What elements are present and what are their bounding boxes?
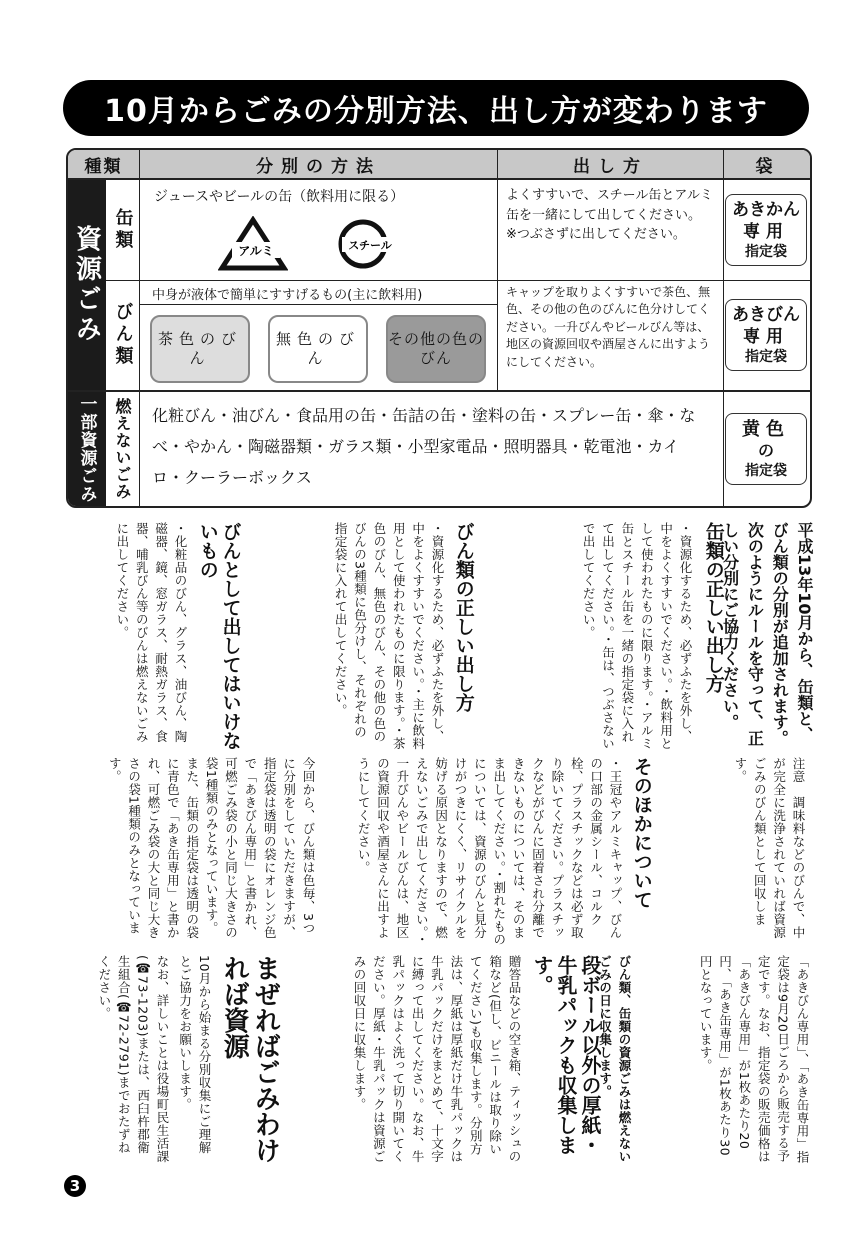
resource-waste-label: 資源ごみ <box>68 180 106 390</box>
nonburnable-bag-line1: 黄色 <box>742 418 790 440</box>
clear-bottle-box: 無色のびん <box>268 315 368 383</box>
nonburnable-label: 燃えないごみ <box>106 390 140 508</box>
cans-heading: 缶類の正しい出し方 <box>702 522 725 693</box>
not-bottles-heading: びんとして出してはいけないもの <box>196 522 242 750</box>
sale-paragraph: 「あきびん専用」、「あき缶専用」指定袋は9月20日ごろから販売する予定です。なお、指定袋の販売価格は「あきびん専用」が1枚あたり20円、「あき缶専用」が1枚あたり30円となっています。 <box>698 955 810 1164</box>
aluminum-recycle-icon <box>218 216 288 272</box>
collection-day-text: びん類、缶類の資源ごみは燃えないごみの日に収集します。 <box>597 955 632 1163</box>
bags-paragraph: 今回から、びん類は色毎、3つに分別をしていただきますが、指定袋は透明の袋にオレンジ色で「あきびん専用」と書かれ、可燃ごみ袋の小と同じ大きさの袋1種類のみとなっています。また、缶類の指定袋は透明の袋に青色で「あき缶専用」と書かれ、可燃ごみ袋の大と同じ大きさの袋1種類のみとなっています。 <box>107 757 316 939</box>
bottles-bag-line3: 指定袋 <box>745 349 787 365</box>
cans-bag-cell <box>722 180 810 280</box>
steel-recycle-icon <box>330 216 400 272</box>
sorting-table <box>66 148 812 508</box>
not-bottles-paragraph: ・化粧品のびん、グラス、油びん、陶磁器、鏡、窓ガラス、耐熱ガラス、食器、哺乳びん等のびんは燃えないごみに出してください。 <box>114 522 188 743</box>
header-how: 出し方 <box>498 150 724 180</box>
bottles-method-cell <box>140 280 498 390</box>
bottles-how-text: キャップを取りよくすすいで茶色、無色、その他の色のびんに色分けしてください。一升びんやビールびん等は、地区の資源回収や酒屋さんに出すようにしてください。 <box>506 285 711 369</box>
cans-method-cell <box>140 180 498 280</box>
cans-bag-line3: 指定袋 <box>745 244 787 260</box>
other-color-bottle-box: その他の色のびん <box>386 315 486 383</box>
bottles-method-text: 中身が液体で簡単にすすげるもの(主に飲料用) <box>152 288 423 303</box>
cans-paragraph: ・資源化するため、必ずふたを外し、中をよくすすいでください。・飲料用として使われたものに限ります。・アルミ缶とスチール缶を一緒の指定袋に入れて出してください。・缶は、つぶさないで出してください。 <box>581 522 693 750</box>
bottles-paragraph: ・資源化するため、必ずふたを外し、中をよくすすいでください。・主に飲料用として使われたものに限ります。・茶色のびん、無色のびん、その他の色のびんの3種類に色分けし、それぞれの指定袋に入れて出してください。 <box>333 522 445 750</box>
note-continuation: 注意 調味料などのびんで、中が完全に洗浄されていれば資源ごみのびん類として回収します。 <box>732 757 806 939</box>
intro-text: 平成13年10月から、缶類と、びん類の分別が追加されます。次のようにルールを守って、正しい分別にご協力ください。 <box>720 522 814 746</box>
cardboard-heading: 段ボール以外の厚紙・牛乳パックも収集します。 <box>530 955 602 1155</box>
nonburnable-bag-line3: 指定袋 <box>745 463 787 479</box>
cans-bag-line2: 専用 <box>743 221 789 242</box>
bottles-bag-line1: あきびん <box>732 304 800 325</box>
slogan-heading: まぜればごみわければ資源 <box>219 955 281 1163</box>
nonburnable-bag-cell <box>722 390 810 508</box>
bottles-bag-line2: 専用 <box>743 326 789 347</box>
page-title-banner: 10月からごみの分別方法、出し方が変わります <box>63 80 809 136</box>
bottles-label: びん類 <box>106 280 140 390</box>
bottles-how-cell <box>498 280 724 390</box>
header-method: 分別の方法 <box>140 150 498 180</box>
nonburnable-items-text: 化粧びん・油びん・食品用の缶・缶詰の缶・塗料の缶・スプレー缶・傘・なべ・やかん・陶磁器類・ガラス類・小型家電品・照明器具・乾電池・カイロ・クーラーボックス <box>152 406 696 488</box>
header-bag: 袋 <box>724 150 812 180</box>
nonburnable-items-cell <box>140 390 724 508</box>
other-paragraph: ・王冠やアルミキャップ、びんの口部の金属シール、コルク栓、プラスチックなどは必ず取り除いてください。プラスチックなどがびんに固着され分離できないものについては、そのまま出してください。・割れたものについては、資源のびんと見分けがつきにくく、リサイクルを妨げる原因となりますので、燃えないごみで出してください。・一升びんやビールびんは、地区の資源回収や酒屋さんに出すようにしてください。 <box>356 757 623 946</box>
other-heading: そのほかについて <box>630 757 653 909</box>
bottles-heading: びん類の正しい出し方 <box>452 522 475 712</box>
header-type: 種類 <box>68 150 140 180</box>
page-number: 3 <box>64 1175 86 1197</box>
cans-label: 缶類 <box>106 180 140 280</box>
contact-paragraph: なお、詳しいことは役場町民生活課(☎73-1203)または、西臼杵郡衛生組合(☎72-2791)までおたずねください。 <box>96 955 170 1163</box>
cardboard-paragraph: 贈答品などの空き箱、ティッシュの箱など(但し、ビニールは取り除いてください)も収集します。分別方法は、厚紙は厚紙だけ牛乳パックは牛乳パックだけをまとめて、十文字に縛って出してください。なお、牛乳パックはよく洗って切り開いてください。厚紙・牛乳パックは資源ごみの回収日に収集します。 <box>352 955 522 1163</box>
brown-bottle-box: 茶色のびん <box>150 315 250 383</box>
partial-resource-label: 一部資源ごみ <box>68 390 106 508</box>
cans-method-text: ジュースやビールの缶（飲料用に限る） <box>154 189 405 205</box>
bottles-bag-cell <box>722 280 810 390</box>
slogan-paragraph: 10月から始まる分別収集にご理解とご協力をお願いします。 <box>177 955 212 1154</box>
cans-how-text: よくすすいで、スチール缶とアルミ缶を一緒にして出してください。 <box>506 188 713 223</box>
cans-how-note: ※つぶさずに出してください。 <box>506 227 686 242</box>
aluminum-symbol-text: アルミ <box>238 244 274 258</box>
steel-symbol-text: スチール <box>348 239 392 252</box>
cans-how-cell <box>498 180 724 280</box>
cans-bag-line1: あきかん <box>732 199 800 220</box>
nonburnable-bag-line2: の <box>757 441 774 461</box>
